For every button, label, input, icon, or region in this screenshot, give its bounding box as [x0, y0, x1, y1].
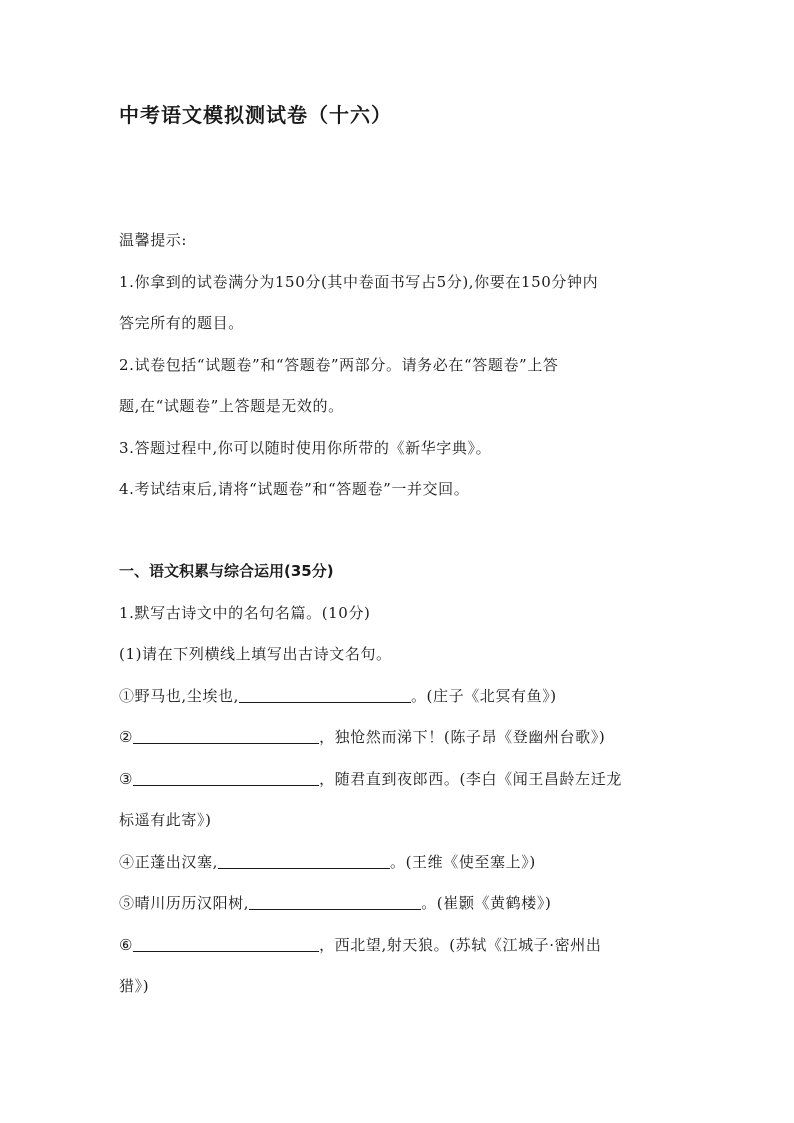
- question-1-sub: (1)请在下列横线上填写出古诗文名句。: [119, 645, 392, 663]
- page-title: 中考语文模拟测试卷（十六）: [119, 103, 392, 127]
- item-number: ⑥: [119, 935, 134, 954]
- answer-blank[interactable]: [133, 935, 319, 952]
- item-text-before: 正蓬出汉塞,: [134, 852, 218, 871]
- notice-line-2: 答完所有的题目。: [119, 314, 244, 332]
- notice-line-1: 1.你拿到的试卷满分为150分(其中卷面书写占5分),你要在150分钟内: [119, 272, 599, 291]
- fill-item-4: [119, 849, 679, 891]
- notice-line-5: 3.答题过程中,你可以随时使用你所带的《新华字典》。: [119, 438, 492, 457]
- notice-line-4: 题,在“试题卷”上答题是无效的。: [119, 397, 344, 415]
- section-heading: 一、语文积累与综合运用(35分): [119, 562, 334, 580]
- item-number: ⑤: [119, 894, 135, 912]
- item-text-after: ，随君直到夜郎西。(李白《闻王昌龄左迁龙: [319, 769, 622, 788]
- fill-item-3: [119, 766, 679, 808]
- notice-heading: 温馨提示:: [119, 231, 188, 249]
- item-number: ④: [119, 852, 135, 871]
- item-number: ②: [119, 728, 134, 746]
- item-text-after: ，西北望,射天狼。(苏轼《江城子·密州出: [319, 935, 602, 954]
- question-1: 1.默写古诗文中的名句名篇。(10分): [119, 603, 371, 622]
- item-number: ①: [119, 686, 135, 705]
- fill-item-1: [119, 683, 679, 725]
- fill-item-6-continued: 猎》): [119, 977, 150, 995]
- item-text-before: 野马也,尘埃也,: [134, 686, 239, 705]
- notice-line-6: 4.考试结束后,请将“试题卷”和“答题卷”一并交回。: [119, 480, 470, 498]
- item-text-after: 。(庄子《北冥有鱼》): [410, 686, 557, 705]
- answer-blank[interactable]: [133, 769, 319, 786]
- item-text-after: ，独怆然而涕下！(陈子昂《登幽州台歌》): [319, 728, 606, 746]
- item-number: ③: [119, 769, 134, 788]
- answer-blank[interactable]: [239, 686, 411, 703]
- answer-blank[interactable]: [218, 852, 390, 869]
- section-1: [119, 558, 679, 1015]
- notice-line-3: 2.试卷包括“试题卷”和“答题卷”两部分。请务必在“答题卷”上答: [119, 355, 559, 374]
- item-text-before: 晴川历历汉阳树,: [134, 894, 250, 912]
- fill-item-6: [119, 932, 679, 974]
- item-text-after: 。(崔颢《黄鹤楼》): [421, 894, 552, 912]
- fill-item-2: [119, 724, 679, 766]
- answer-blank[interactable]: [133, 727, 319, 744]
- fill-item-3-continued: 标遥有此寄》): [119, 811, 212, 829]
- notice-block: [119, 227, 679, 518]
- fill-item-5: [119, 890, 679, 932]
- item-text-after: 。(王维《使至塞上》): [389, 852, 536, 871]
- answer-blank[interactable]: [249, 893, 421, 910]
